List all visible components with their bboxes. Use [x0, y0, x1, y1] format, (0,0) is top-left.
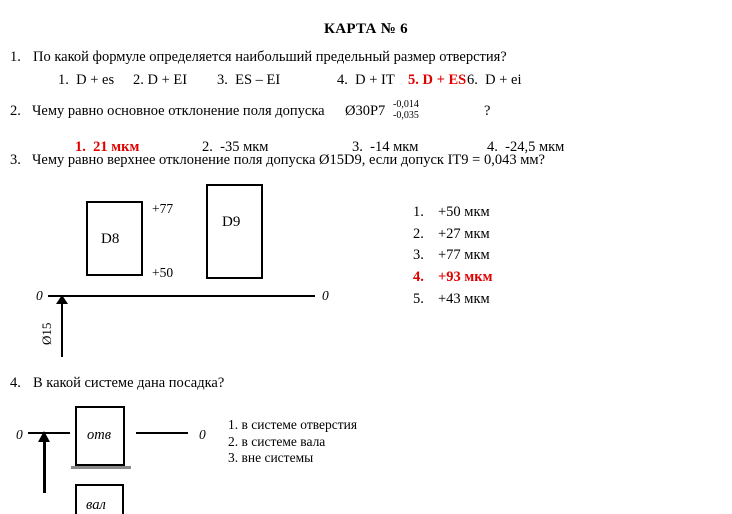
q4-zero-right-label: 0: [199, 427, 206, 442]
tolerance-deviations: [393, 99, 419, 121]
zero-line: [48, 295, 315, 297]
question-1-text: По какой формуле определяется наибольший предельный размер отверстия?: [33, 49, 507, 65]
q1-answer-5-correct: 5. D + ES: [408, 72, 467, 88]
d8-tolerance-box: [86, 201, 143, 276]
q4-answer-2: 2. в системе вала: [228, 433, 326, 449]
question-2-mark: ?: [484, 103, 491, 119]
shaft-tolerance-box: [75, 484, 124, 514]
q2-answer-4: 4. -24,5 мкм: [487, 139, 565, 155]
d9-label: D9: [222, 214, 241, 230]
q3-answer-1: 1. +50 мкм: [413, 204, 490, 220]
q2-answer-2: 2. -35 мкм: [202, 139, 269, 155]
shaft-label: вал: [86, 497, 106, 513]
d8-label: D8: [101, 231, 120, 247]
q4-answer-list: [228, 417, 357, 467]
q4-zero-line-right: [136, 432, 188, 434]
shaft-hole-divider-line: [71, 466, 131, 469]
d9-tolerance-box: [206, 184, 263, 279]
q1-answer-2: 2. D + EI: [133, 72, 188, 88]
question-1-number: 1.: [10, 49, 21, 65]
q1-answer-4: 4. D + IT: [337, 72, 395, 88]
q3-answer-4-correct: 4. +93 мкм: [413, 269, 493, 286]
up-arrow-icon: [56, 295, 68, 304]
question-2-text: Чему равно основное отклонение поля допуска: [32, 103, 325, 119]
q3-answer-5: 5. +43 мкм: [413, 290, 490, 307]
dimension-arrow-line: [61, 303, 63, 357]
lower-deviation-label: +50: [152, 265, 174, 280]
q4-answer-1: 1. в системе отверстия: [228, 417, 358, 432]
q4-zero-left-label: 0: [16, 427, 23, 442]
question-3-number: 3.: [10, 152, 21, 168]
q3-answer-3: 3. +77 мкм: [413, 247, 490, 264]
q4-answer-3: 3. вне системы: [228, 450, 314, 466]
q2-answer-1-correct: 1. 21 мкм: [75, 139, 140, 155]
page-title: КАРТА № 6: [324, 21, 408, 37]
q4-arrow-line: [43, 441, 46, 493]
zero-right-label: 0: [322, 288, 329, 303]
question-4-text: В какой системе дана посадка?: [33, 375, 225, 391]
q1-answer-3: 3. ES – EI: [217, 72, 281, 88]
question-3-text: Чему равно верхнее отклонение поля допуска Ø15D9, если допуск IT9 = 0,043 мм?: [32, 152, 545, 168]
q1-answer-1: 1. D + es: [58, 72, 115, 88]
q3-answer-list: [413, 202, 493, 311]
q3-answer-2: 2. +27 мкм: [413, 225, 490, 242]
hole-tolerance-box: [75, 406, 125, 466]
lower-deviation: -0,035: [393, 110, 419, 121]
upper-deviation: -0,014: [393, 99, 419, 110]
tolerance-designation: Ø30P7: [345, 103, 386, 119]
diameter-dimension-label: Ø15: [39, 322, 54, 345]
q4-up-arrow-icon: [38, 431, 50, 442]
q1-answer-6: 6. D + ei: [467, 72, 522, 88]
hole-label: отв: [87, 427, 112, 443]
q2-answer-3: 3. -14 мкм: [352, 139, 419, 155]
question-2-number: 2.: [10, 103, 21, 119]
upper-deviation-label: +77: [152, 201, 174, 216]
question-4-number: 4.: [10, 375, 21, 391]
zero-left-label: 0: [36, 288, 43, 303]
